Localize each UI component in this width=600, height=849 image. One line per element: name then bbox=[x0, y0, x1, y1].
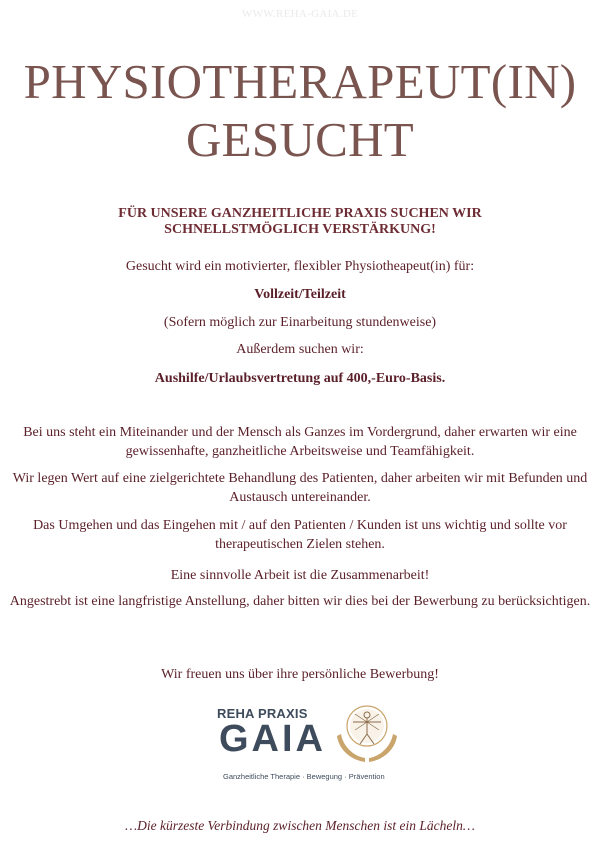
logo-tagline: Ganzheitliche Therapie · Bewegung · Prävention bbox=[223, 772, 385, 781]
paragraph-umgehen: Das Umgehen und das Eingehen mit / auf den Patienten / Kunden ist uns wichtig und sollte vor therapeutischen Zielen stehen. bbox=[33, 518, 567, 552]
closing-line: Wir freuen uns über ihre persönliche Bewerbung! bbox=[161, 667, 439, 682]
offer-intro: Gesucht wird ein motivierter, flexibler Physiotheapeut(in) für: bbox=[125, 259, 475, 274]
paragraph-zusammenarbeit: Eine sinnvolle Arbeit ist die Zusammenarbeit! bbox=[170, 568, 430, 583]
title-line-1: PHYSIOTHERAPEUT(IN) bbox=[23, 54, 577, 109]
page-title bbox=[0, 53, 600, 169]
website-watermark: WWW.REHA-GAIA.DE bbox=[241, 8, 359, 20]
vitruvian-hands-emblem-icon bbox=[335, 700, 399, 766]
offer-also: Außerdem suchen wir: bbox=[236, 342, 364, 357]
logo-brand-main: GAIA bbox=[219, 718, 326, 760]
praxis-logo bbox=[215, 700, 405, 788]
offer-note: (Sofern möglich zur Einarbeitung stundenweise) bbox=[163, 315, 437, 330]
paragraph-anstellung: Angestrebt ist eine langfristige Anstellung, daher bitten wir dies bei der Bewerbung zu berücksichtigen. bbox=[9, 594, 591, 609]
offer-also-type: Aushilfe/Urlaubsvertretung auf 400,-Euro-Basis. bbox=[154, 371, 446, 386]
logo-brand-top: REHA PRAXIS bbox=[217, 706, 308, 721]
offer-type: Vollzeit/Teilzeit bbox=[254, 287, 346, 302]
paragraph-miteinander: Bei uns steht ein Miteinander und der Mensch als Ganzes im Vordergrund, daher erwarten wir eine gewissenhafte, ganzheitliche Arbeitsweise und Teamfähigkeit. bbox=[23, 425, 577, 459]
footer-quote: …Die kürzeste Verbindung zwischen Menschen ist ein Lächeln… bbox=[125, 818, 475, 833]
subheading: FÜR UNSERE GANZHEITLICHE PRAXIS SUCHEN WIR SCHNELLSTMÖGLICH VERSTÄRKUNG! bbox=[118, 206, 482, 237]
title-line-2: GESUCHT bbox=[185, 112, 415, 167]
paragraph-behandlung: Wir legen Wert auf eine zielgerichtete Behandlung des Patienten, daher arbeiten wir mit Befunden und Austausch untereinander. bbox=[12, 471, 588, 505]
